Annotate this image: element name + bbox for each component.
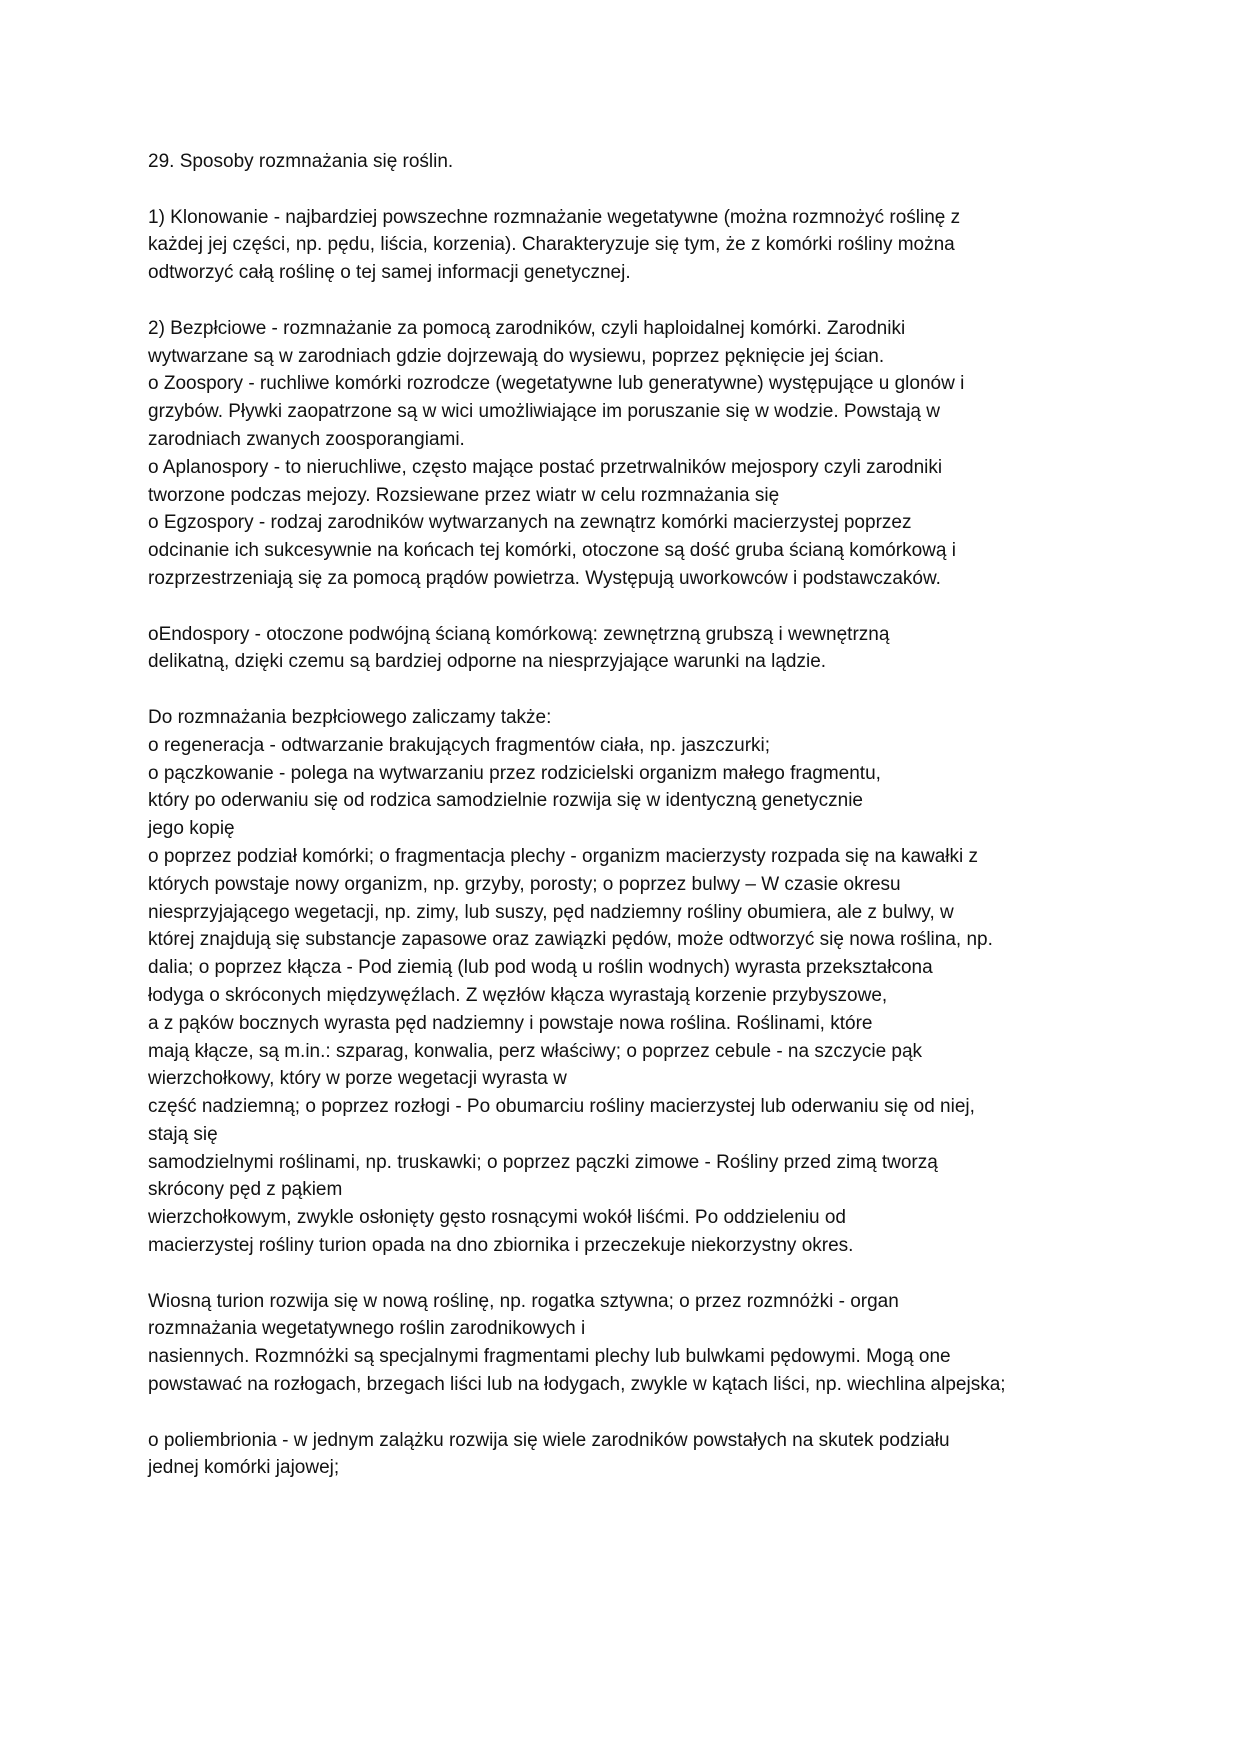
text-line: których powstaje nowy organizm, np. grzyby, porosty; o poprzez bulwy – W czasie okresu	[148, 873, 901, 895]
paragraph-gap	[148, 593, 1098, 621]
text-line: stają się	[148, 1123, 218, 1145]
document-title: 29. Sposoby rozmnażania się roślin.	[148, 151, 454, 172]
text-line: samodzielnymi roślinami, np. truskawki; o poprzez pączki zimowe - Rośliny przed zimą tworzą	[148, 1151, 938, 1173]
text-line: macierzystej rośliny turion opada na dno zbiornika i przeczekuje niekorzystny okres.	[148, 1235, 854, 1257]
paragraph-polyembryony	[148, 1427, 1098, 1483]
text-line: o poprzez podział komórki; o fragmentacja plechy - organizm macierzysty rozpada się na kawałki z	[148, 845, 979, 867]
paragraph-turion	[148, 1288, 1098, 1399]
text-line: wytwarzane są w zarodniach gdzie dojrzewają do wysiewu, poprzez pęknięcie jej ścian.	[148, 345, 885, 367]
text-line: każdej jej części, np. pędu, liścia, korzenia). Charakteryzuje się tym, że z komórki rośliny można	[148, 234, 955, 256]
text-line: 2) Bezpłciowe - rozmnażanie za pomocą zarodników, czyli haploidalnej komórki. Zarodniki	[148, 317, 906, 339]
text-line: a z pąków bocznych wyrasta pęd nadziemny i powstaje nowa roślina. Roślinami, które	[148, 1012, 873, 1034]
text-line: tworzone podczas mejozy. Rozsiewane przez wiatr w celu rozmnażania się	[148, 484, 780, 506]
paragraph-gap	[148, 1260, 1098, 1288]
text-line: o regeneracja - odtwarzanie brakujących fragmentów ciała, np. jaszczurki;	[148, 734, 771, 756]
text-line: o Egzospory - rodzaj zarodników wytwarzanych na zewnątrz komórki macierzystej poprzez	[148, 512, 912, 534]
text-line: odcinanie ich sukcesywnie na końcach tej komórki, otoczone są dość gruba ścianą komórkową i	[148, 540, 956, 562]
text-line: jego kopię	[148, 818, 235, 840]
text-line: Do rozmnażania bezpłciowego zaliczamy także:	[148, 706, 552, 728]
text-line: mają kłącze, są m.in.: szparag, konwalia, perz właściwy; o poprzez cebule - na szczycie pąk	[148, 1040, 923, 1062]
text-line: odtworzyć całą roślinę o tej samej informacji genetycznej.	[148, 262, 631, 284]
text-line: rozmnażania wegetatywnego roślin zarodnikowych i	[148, 1318, 586, 1340]
text-line: której znajdują się substancje zapasowe oraz zawiązki pędów, może odtworzyć się nowa roślina, np.	[148, 929, 993, 951]
text-line: łodyga o skróconych międzywęźlach. Z węzłów kłącza wyrastają korzenie przybyszowe,	[148, 984, 888, 1006]
paragraph-asexual	[148, 315, 1098, 593]
text-line: o poliembrionia - w jednym zalążku rozwija się wiele zarodników powstałych na skutek podziału	[148, 1429, 950, 1451]
document-page	[148, 148, 1098, 1482]
text-line: grzybów. Pływki zaopatrzone są w wici umożliwiające im poruszanie się w wodzie. Powstają w	[148, 401, 940, 423]
text-line: rozprzestrzeniają się za pomocą prądów powietrza. Występują uworkowców i podstawczaków.	[148, 567, 941, 589]
text-line: powstawać na rozłogach, brzegach liści lub na łodygach, zwykle w kątach liści, np. wiechlina alpejska;	[148, 1374, 1006, 1396]
text-line: część nadziemną; o poprzez rozłogi - Po obumarciu rośliny macierzystej lub oderwaniu się od niej,	[148, 1096, 975, 1118]
text-line: oEndospory - otoczone podwójną ścianą komórkową: zewnętrzną grubszą i wewnętrzną	[148, 623, 890, 645]
text-line: skrócony pęd z pąkiem	[148, 1179, 343, 1201]
text-line: o Aplanospory - to nieruchliwe, często mające postać przetrwalników mejospory czyli zarodniki	[148, 456, 943, 478]
text-line: delikatną, dzięki czemu są bardziej odporne na niesprzyjające warunki na lądzie.	[148, 651, 827, 673]
paragraph-gap	[148, 287, 1098, 315]
paragraph-asexual-also	[148, 704, 1098, 1260]
text-line: 1) Klonowanie - najbardziej powszechne rozmnażanie wegetatywne (można rozmnożyć roślinę z	[148, 206, 961, 228]
paragraph-gap	[148, 1399, 1098, 1427]
text-line: który po oderwaniu się od rodzica samodzielnie rozwija się w identyczną genetycznie	[148, 790, 863, 812]
text-line: zarodniach zwanych zoosporangiami.	[148, 428, 465, 450]
paragraph-cloning	[148, 204, 1098, 287]
paragraph-gap	[148, 676, 1098, 704]
text-line: niesprzyjającego wegetacji, np. zimy, lub suszy, pęd nadziemny rośliny obumiera, ale z bulwy, w	[148, 901, 954, 923]
text-line: dalia; o poprzez kłącza - Pod ziemią (lub pod wodą u roślin wodnych) wyrasta przekształcona	[148, 957, 933, 979]
text-line: nasiennych. Rozmnóżki są specjalnymi fragmentami plechy lub bulwkami pędowymi. Mogą one	[148, 1346, 951, 1368]
text-line: o Zoospory - ruchliwe komórki rozrodcze (wegetatywne lub generatywne) występujące u glonów i	[148, 373, 965, 395]
text-line: wierzchołkowym, zwykle osłonięty gęsto rosnącymi wokół liśćmi. Po oddzieleniu od	[148, 1207, 846, 1229]
text-line: o pączkowanie - polega na wytwarzaniu przez rodzicielski organizm małego fragmentu,	[148, 762, 881, 784]
text-line: Wiosną turion rozwija się w nową roślinę, np. rogatka sztywna; o przez rozmnóżki - organ	[148, 1290, 899, 1312]
paragraph-endospores	[148, 621, 1098, 677]
text-line: wierzchołkowy, który w porze wegetacji wyrasta w	[148, 1068, 567, 1090]
text-line: jednej komórki jajowej;	[148, 1457, 340, 1479]
paragraph-gap	[148, 176, 1098, 204]
